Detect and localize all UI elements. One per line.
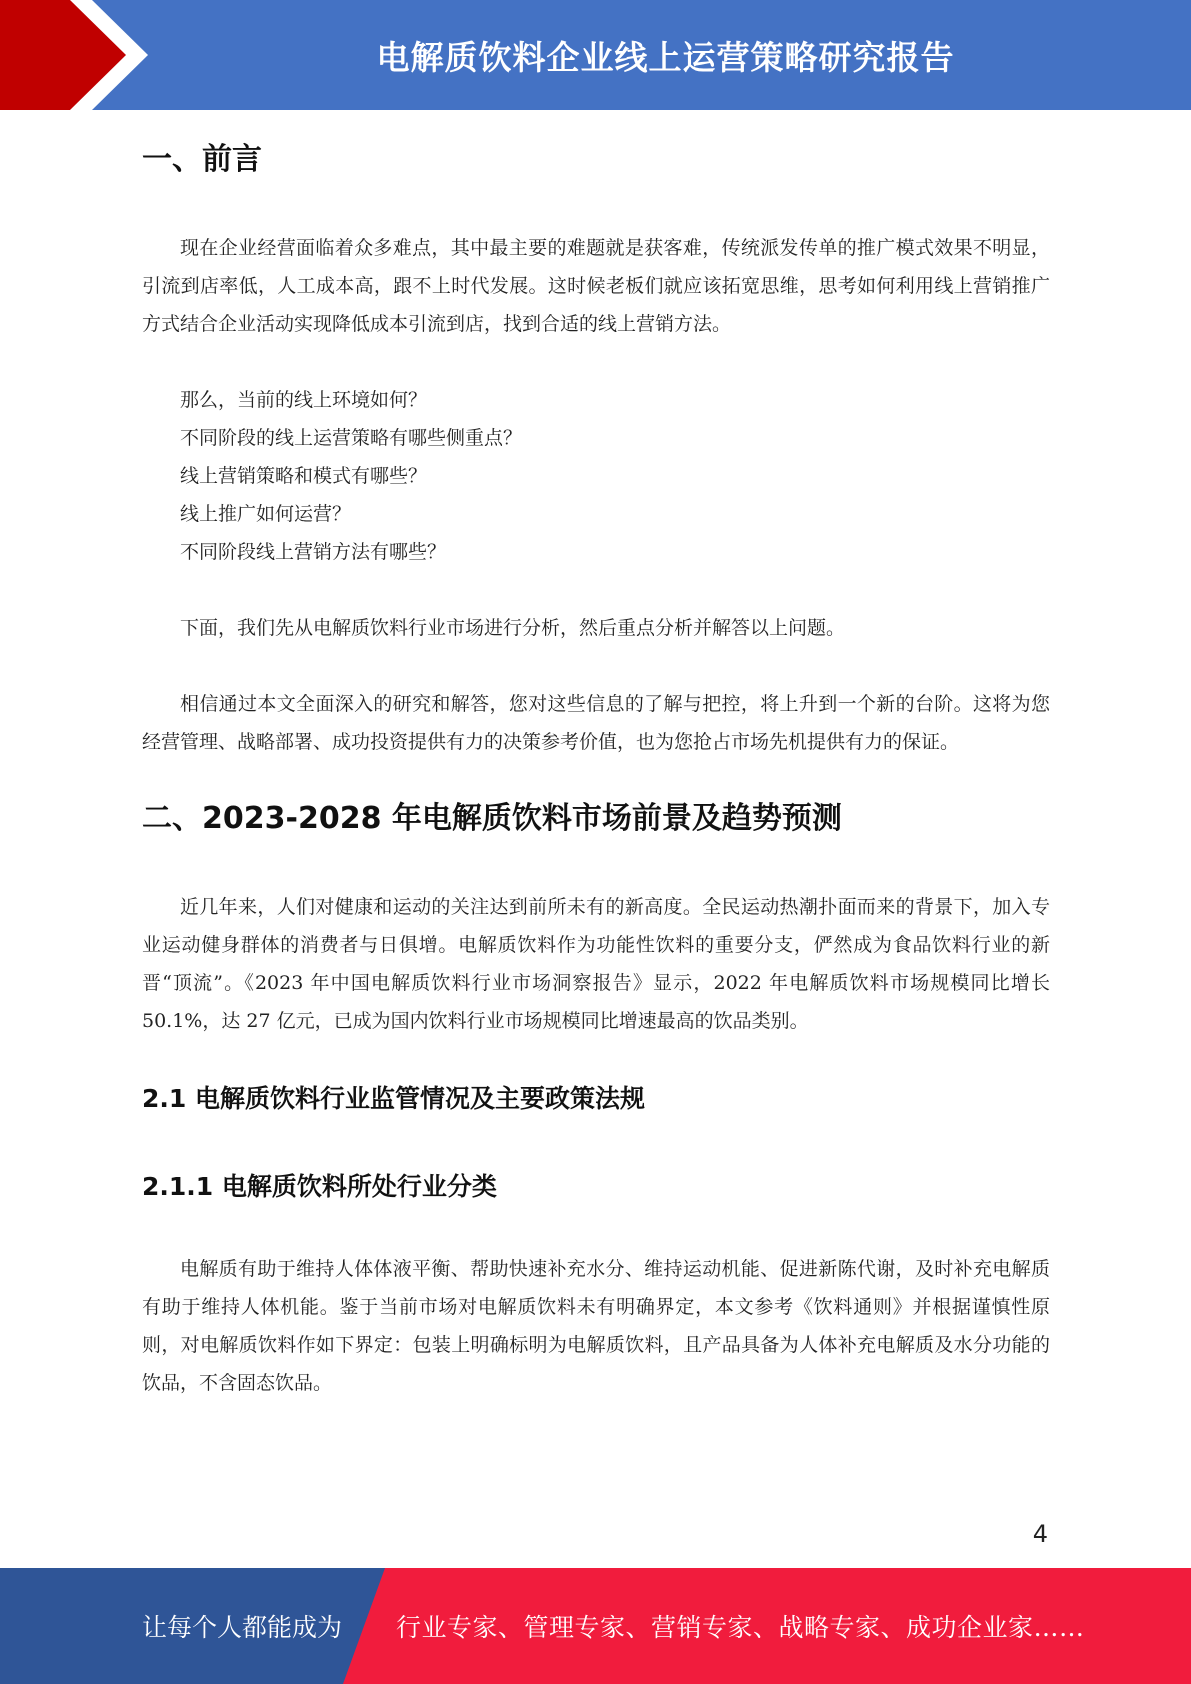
page-content xyxy=(142,110,1050,1402)
question-item: 不同阶段的线上运营策略有哪些侧重点？ xyxy=(180,427,523,449)
report-title: 电解质饮料企业线上运营策略研究报告 xyxy=(376,37,955,77)
footer-slogan-left: 让每个人都能成为 xyxy=(142,1613,343,1642)
subsection-heading-classification: 2.1.1 电解质饮料所处行业分类 xyxy=(142,1172,497,1201)
market-outlook-paragraph: 近几年来，人们对健康和运动的关注达到前所未有的新高度。全民运动热潮扑面而来的背景下，加入专业运动健身群体的消费者与日俱增。电解质饮料作为功能性饮料的重要分支，俨然成为食品饮料行业的新晋“顶流”。《2023 年中国电解质饮料行业市场洞察报告》显示，2022 年电解质饮料市场规模同比增长 50.1%，达 27 亿元，已成为国内饮料行业市场规模同比增速最高的饮品类别。 xyxy=(142,896,1050,1032)
header-arrow-decoration xyxy=(0,0,160,110)
preface-paragraph-3: 相信通过本文全面深入的研究和解答，您对这些信息的了解与把控，将上升到一个新的台阶。这将为您经营管理、战略部署、成功投资提供有力的决策参考价值，也为您抢占市场先机提供有力的保证。 xyxy=(142,693,1050,753)
preface-paragraph-1: 现在企业经营面临着众多难点，其中最主要的难题就是获客难，传统派发传单的推广模式效果不明显，引流到店率低，人工成本高，跟不上时代发展。这时候老板们就应该拓宽思维，思考如何利用线上营销推广方式结合企业活动实现降低成本引流到店，找到合适的线上营销方法。 xyxy=(142,237,1050,335)
question-item: 那么，当前的线上环境如何？ xyxy=(180,389,428,411)
question-list xyxy=(142,381,1050,571)
footer-banner xyxy=(0,1568,1191,1684)
classification-paragraph: 电解质有助于维持人体体液平衡、帮助快速补充水分、维持运动机能、促进新陈代谢，及时补充电解质有助于维持人体机能。鉴于当前市场对电解质饮料未有明确界定，本文参考《饮料通则》并根据谨慎性原则，对电解质饮料作如下界定：包装上明确标明为电解质饮料，且产品具备为人体补充电解质及水分功能的饮品，不含固态饮品。 xyxy=(142,1258,1050,1394)
question-item: 线上推广如何运营？ xyxy=(180,503,352,525)
section-heading-market-outlook: 二、2023-2028 年电解质饮料市场前景及趋势预测 xyxy=(142,801,842,836)
question-item: 不同阶段线上营销方法有哪些？ xyxy=(180,541,447,563)
section-heading-preface: 一、前言 xyxy=(142,142,262,177)
question-item: 线上营销策略和模式有哪些？ xyxy=(180,465,428,487)
subsection-heading-regulation: 2.1 电解质饮料行业监管情况及主要政策法规 xyxy=(142,1084,645,1113)
preface-paragraph-2: 下面，我们先从电解质饮料行业市场进行分析，然后重点分析并解答以上问题。 xyxy=(180,617,846,639)
footer-slogan-right: 行业专家、管理专家、营销专家、战略专家、成功企业家…… xyxy=(396,1613,1085,1642)
page-number: 4 xyxy=(1032,1520,1048,1548)
header-banner xyxy=(0,0,1191,110)
